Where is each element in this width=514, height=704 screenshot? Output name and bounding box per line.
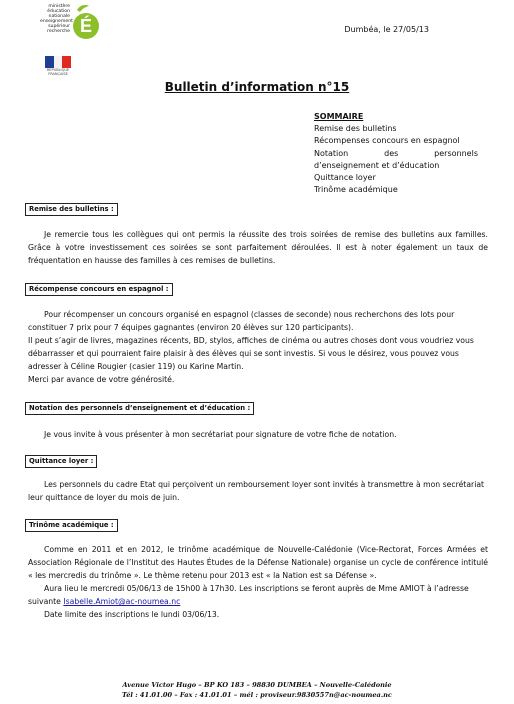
- section-body-remise: [28, 228, 488, 267]
- summary-item: d’enseignement et d’éducation: [314, 160, 440, 170]
- svg-text:É: É: [79, 16, 93, 36]
- summary-heading: SOMMAIRE: [314, 112, 364, 121]
- summary-block: [314, 111, 478, 196]
- page-footer: [0, 680, 514, 700]
- summary-item: Quittance loyer: [314, 173, 376, 183]
- paragraph: Date limite des inscriptions le lundi 03/06/13.: [44, 610, 220, 619]
- section-heading-concours: Récompense concours en espagnol :: [25, 283, 173, 296]
- logo-text: [40, 4, 73, 35]
- section-heading-quittance: Quittance loyer :: [25, 455, 97, 468]
- summary-item: Trinôme académique: [314, 185, 398, 195]
- footer-contact: Tél : 41.01.00 – Fax : 41.01.01 – mél : proviseur.9830557n@ac-noumea.nc: [122, 691, 392, 699]
- section-heading-notation: Notation des personnels d’enseignement et d’éducation :: [25, 402, 254, 415]
- french-flag-icon: [45, 56, 71, 68]
- footer-address: Avenue Victor Hugo – BP KO 183 – 98830 DUMBEA – Nouvelle-Calédonie: [122, 681, 392, 689]
- section-heading-trinome: Trinôme académique :: [25, 519, 118, 532]
- logo-line: enseignement: [40, 19, 73, 25]
- logo-line: ministère: [48, 4, 70, 9]
- paragraph: Je remercie tous les collègues qui ont permis la réussite des trois soirées de remise des bulletins aux familles. Grâce à votre investissement ces soirées se sont parfaitement déroulées. Il est à noter également un taux de fréquentation en hausse des familles à ces remises de bulletins.: [28, 230, 488, 265]
- section-heading-remise: Remise des bulletins :: [25, 203, 118, 216]
- document-title: [0, 80, 514, 94]
- logo-line: éducation: [47, 9, 70, 15]
- paragraph: Il peut s’agir de livres, magazines récents, BD, stylos, affiches de cinéma ou autres choses dont vous voudriez vous débarrasser et qui pourraient faire plaisir à des élèves qui se sont investis. Si vous le désirez, vous pouvez vous adresser à Céline Rougier (casier 119) ou Karine Martin.: [28, 336, 474, 371]
- ministry-logo: [40, 4, 102, 76]
- paragraph-text: Aura lieu le mercredi 05/06/13 de 15h00 à 17h30. Les inscriptions se feront auprès de Mme AMIOT à l’adresse suivante: [28, 584, 469, 606]
- logo-line: recherche: [47, 29, 70, 35]
- section-body-trinome: [28, 543, 488, 621]
- summary-item: Récompenses concours en espagnol: [314, 136, 460, 146]
- paragraph: Merci par avance de votre générosité.: [28, 375, 175, 384]
- logo-tagline: RÉPUBLIQUE FRANÇAISE: [46, 68, 70, 76]
- section-body-quittance: [28, 478, 488, 504]
- paragraph: [28, 582, 488, 608]
- paragraph: Comme en 2011 et en 2012, le trinôme académique de Nouvelle-Calédonie (Vice-Rectorat, Forces Armées et Association Régionale de l’Institut des Hautes Études de la Défense Nationale) organise un cycle de conférence intitulé « les mercredis du trinôme ». Le thème retenu pour 2013 est « la Nation est sa Défense ».: [28, 545, 488, 580]
- title-text: Bulletin d’information n°15: [164, 80, 350, 94]
- logo-line: nationale: [48, 14, 70, 20]
- e-logo-icon: [71, 4, 101, 44]
- summary-item: Remise des bulletins: [314, 124, 397, 134]
- logo-line: supérieur: [48, 24, 70, 30]
- paragraph: Je vous invite à vous présenter à mon secrétariat pour signature de votre fiche de notation.: [44, 430, 397, 439]
- section-body-concours: [28, 308, 488, 386]
- paragraph: Les personnels du cadre Etat qui perçoivent un remboursement loyer sont invités à transmettre à mon secrétariat leur quittance de loyer du mois de juin.: [28, 480, 485, 502]
- email-link[interactable]: Isabelle.Amiot@ac-noumea.nc: [63, 597, 181, 606]
- document-date: Dumbéa, le 27/05/13: [344, 25, 429, 34]
- section-body-notation: [28, 428, 488, 441]
- summary-item: Notation des personnels: [314, 148, 478, 158]
- paragraph: Pour récompenser un concours organisé en espagnol (classes de seconde) nous recherchons des lots pour constituer 7 prix pour 7 équipes gagnantes (environ 20 élèves sur 120 participants).: [28, 310, 455, 332]
